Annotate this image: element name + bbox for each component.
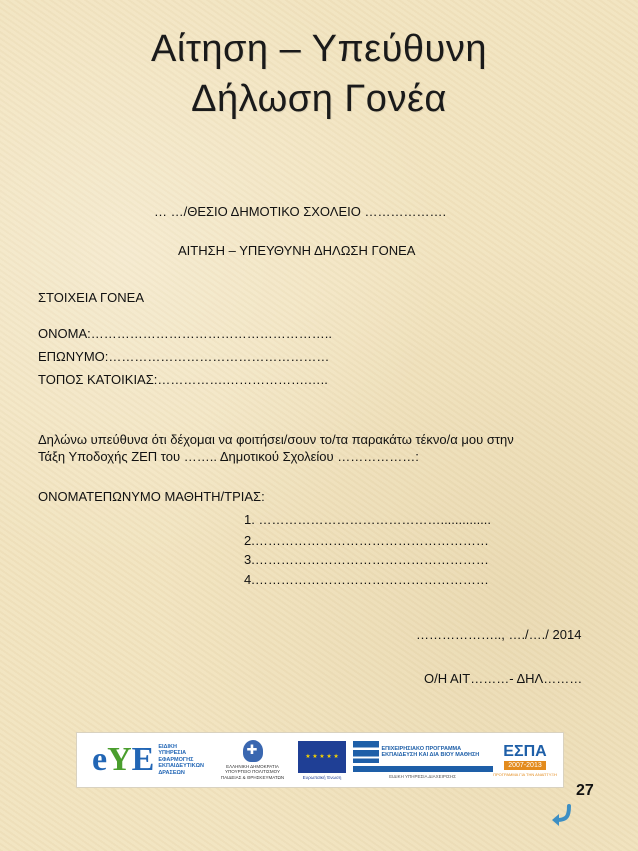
students-label: ΟΝΟΜΑΤΕΠΩΝΥΜΟ ΜΑΘΗΤΗ/ΤΡΙΑΣ:: [38, 489, 265, 504]
page-title-line1: Αίτηση – Υπεύθυνη: [151, 28, 487, 70]
student-entry-2: 2.………………………………………………: [244, 533, 489, 548]
surname-field: ΕΠΩΝΥΜΟ:……………………………………………: [38, 349, 330, 364]
signature-line: Ο/Η ΑΙΤ………- ΔΗΛ………: [424, 671, 583, 686]
student-entry-1: 1. ……………………………………..............: [244, 512, 492, 527]
date-line: ……………….., …./…./ 2014: [416, 627, 582, 642]
sponsor-logos-banner: [76, 732, 564, 788]
eye-logo-mark: eYE: [92, 741, 155, 778]
section-parent-label: ΣΤΟΙΧΕΙΑ ΓΟΝΕΑ: [38, 290, 144, 305]
student-entry-3: 3.………………………………………………: [244, 552, 489, 567]
operational-programme-logo: [353, 737, 493, 783]
programme-wave-icon: [353, 741, 379, 763]
student-entry-4: 4.………………………………………………: [244, 572, 489, 587]
return-arrow-icon[interactable]: [549, 802, 577, 830]
form-heading: ΑΙΤΗΣΗ – ΥΠΕΥΘΥΝΗ ΔΗΛΩΣΗ ΓΟΝΕΑ: [178, 243, 416, 258]
greek-ministry-logo: [214, 737, 292, 783]
eye-logo-text: ΕΙΔΙΚΗ ΥΠΗΡΕΣΙΑ ΕΦΑΡΜΟΓΗΣ ΕΚΠΑΙΔΕΥΤΙΚΩΝ ΔΡΑΣΕΩΝ: [158, 743, 204, 776]
page-number: 27: [576, 782, 594, 799]
school-line: … …/ΘΕΣΙΟ ΔΗΜΟΤΙΚΟ ΣΧΟΛΕΙΟ ……………….: [154, 204, 447, 219]
espa-word: ΕΣΠΑ: [503, 742, 547, 760]
programme-title: ΕΠΙΧΕΙΡΗΣΙΑΚΟ ΠΡΟΓΡΑΜΜΑ ΕΚΠΑΙΔΕΥΣΗ ΚΑΙ ΔΙΑ ΒΙΟΥ ΜΑΘΗΣΗ: [381, 745, 480, 758]
declaration-line1: Δηλώνω υπεύθυνα ότι δέχομαι να φοιτήσει/σουν το/τα παρακάτω τέκνο/α μου στην: [38, 432, 514, 447]
declaration-line2: Τάξη Υποδοχής ΖΕΠ του …….. Δημοτικού Σχολείου ………………:: [38, 449, 419, 464]
espa-subtitle: ΠΡΟΓΡΑΜΜΑ ΓΙΑ ΤΗΝ ΑΝΑΠΤΥΞΗ: [493, 771, 557, 777]
eu-logo: [292, 737, 352, 783]
residence-field: ΤΟΠΟΣ ΚΑΤΟΙΚΙΑΣ:…………….……………….…..: [38, 372, 328, 387]
espa-years: 2007-2013: [504, 761, 545, 770]
page-title-line2: Δήλωση Γονέα: [191, 78, 447, 120]
espa-logo: [493, 737, 557, 783]
programme-subtitle: ΕΙΔΙΚΗ ΥΠΗΡΕΣΙΑ ΔΙΑΧΕΙΡΙΣΗΣ: [389, 774, 456, 779]
programme-band: [353, 766, 493, 772]
eu-label: Ευρωπαϊκή Ένωση: [302, 774, 342, 780]
name-field: ΟΝΟΜΑ:………………………………………………..: [38, 326, 332, 341]
greek-emblem-icon: [243, 740, 263, 762]
eye-logo: [83, 737, 213, 783]
eu-flag-icon: ★ ★ ★ ★ ★: [298, 741, 346, 773]
greek-ministry-text: ΕΛΛΗΝΙΚΗ ΔΗΜΟΚΡΑΤΙΑ ΥΠΟΥΡΓΕΙΟ ΠΟΛΙΤΙΣΜΟΥ ΠΑΙΔΕΙΑΣ & ΘΡΗΣΚΕΥΜΑΤΩΝ: [220, 763, 285, 780]
